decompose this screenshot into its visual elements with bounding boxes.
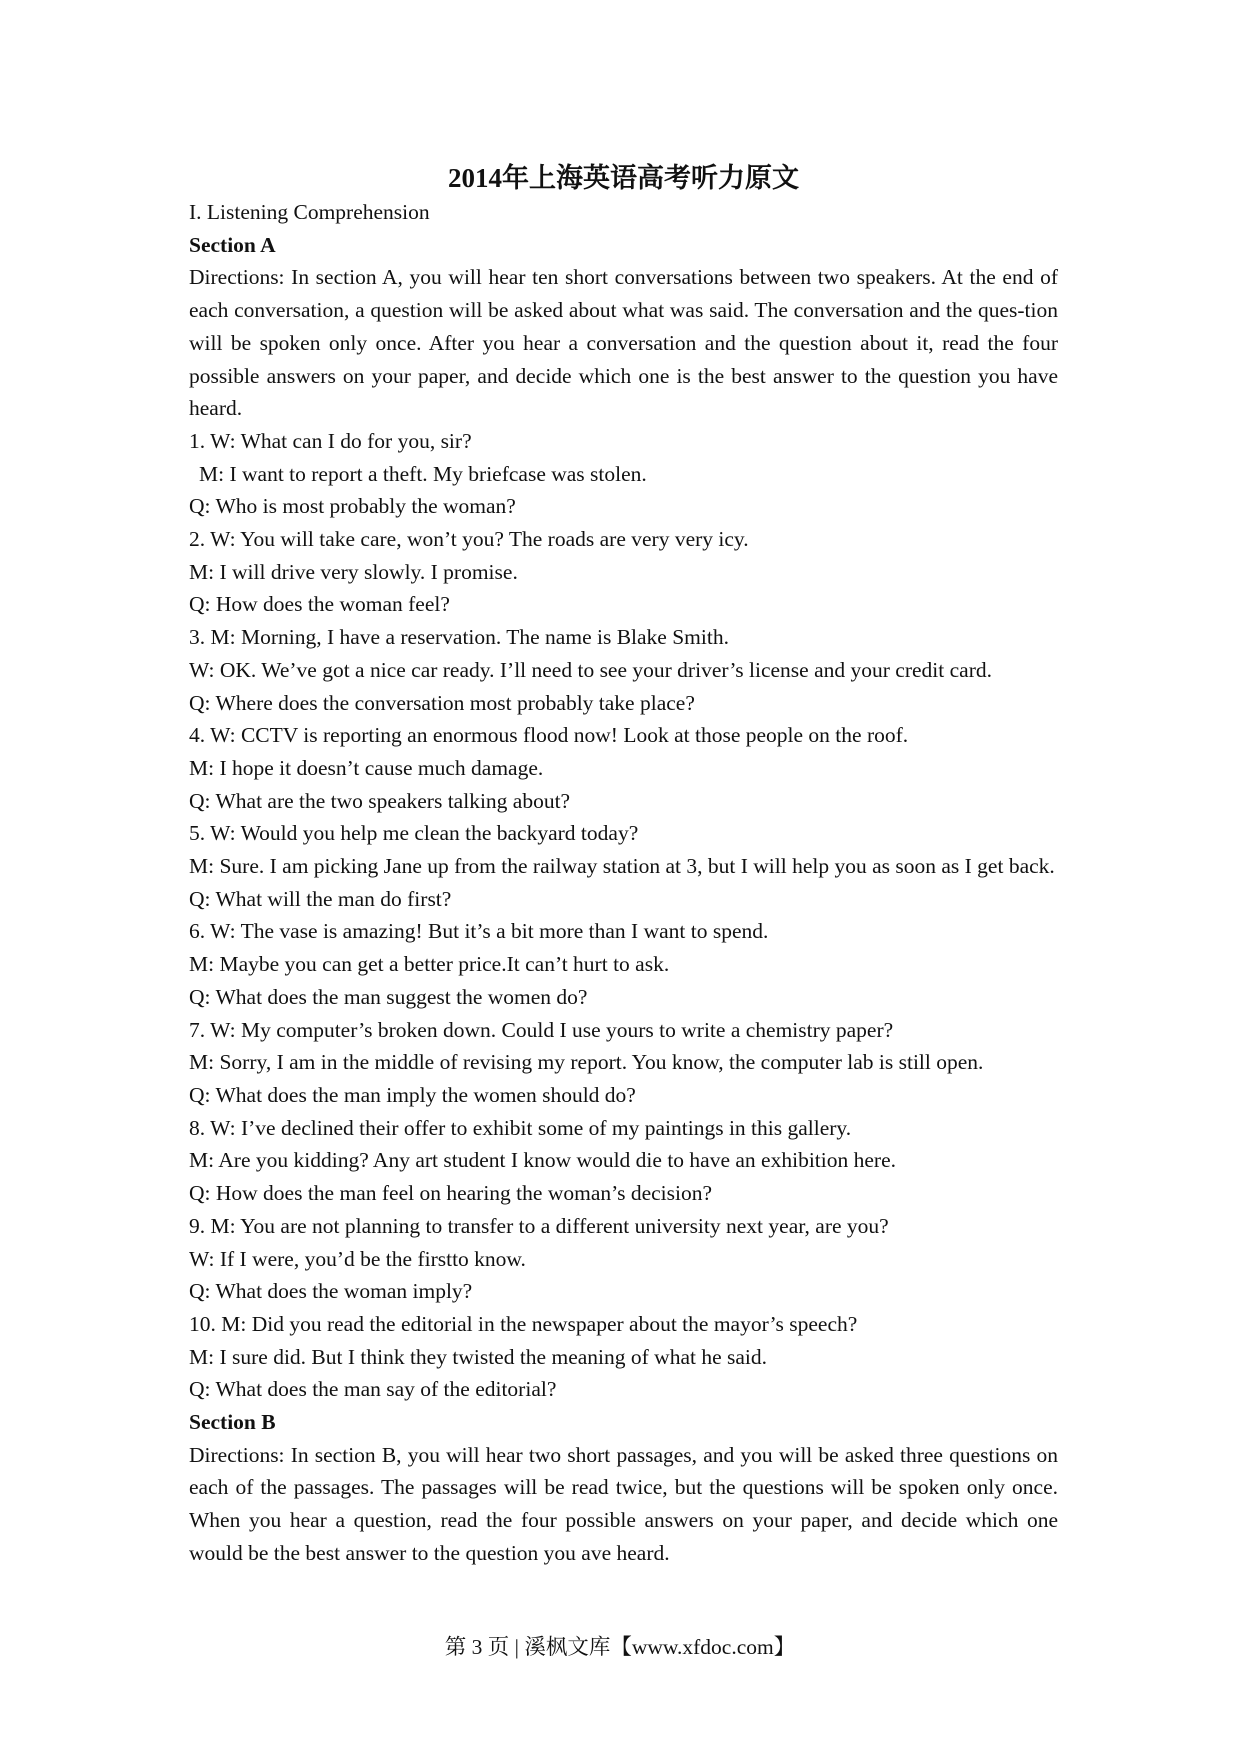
- section-b-directions: Directions: In section B, you will hear two short passages, and you will be asked three questions on each of the passages. The passages will be read twice, but the questions will be spoken only once. When you hear a question, read the four possible answers on your paper, and decide which one would be the best answer to the question you ave heard.: [189, 1442, 1058, 1565]
- transcript-line: M: Sure. I am picking Jane up from the railway station at 3, but I will help you as soon as I get back.: [189, 854, 1055, 879]
- transcript-line: Q: How does the man feel on hearing the woman’s decision?: [189, 1181, 713, 1206]
- part-heading: I. Listening Comprehension: [189, 200, 430, 224]
- transcript-line: 6. W: The vase is amazing! But it’s a bit more than I want to spend.: [189, 919, 769, 944]
- transcript-line: 10. M: Did you read the editorial in the newspaper about the mayor’s speech?: [189, 1311, 858, 1336]
- transcript-line: W: If I were, you’d be the firstto know.: [189, 1246, 526, 1271]
- transcript-line: 1. W: What can I do for you, sir?: [189, 428, 472, 453]
- page-footer: 第 3 页 | 溪枫文库【www.xfdoc.com】: [444, 1635, 796, 1659]
- section-b-heading: Section B: [189, 1410, 276, 1435]
- transcript-line: 2. W: You will take care, won’t you? The roads are very very icy.: [189, 527, 749, 552]
- section-a-heading: Section A: [189, 232, 276, 257]
- transcript-line: Q: What will the man do first?: [189, 886, 452, 911]
- section-a-directions: Directions: In section A, you will hear ten short conversations between two speakers. At the end of each conversation, a question will be asked about what was said. The conversation and the ques-tion will be spoken only once. After you hear a conversation and the question about it, read the four possible answers on your paper, and decide which one is the best answer to the question you have heard.: [189, 265, 1058, 421]
- document-page: [189, 160, 1058, 1570]
- transcript-line: Q: What does the man suggest the women do?: [189, 984, 588, 1009]
- transcript-line: Q: What does the woman imply?: [189, 1279, 473, 1304]
- transcript-line: 7. W: My computer’s broken down. Could I use yours to write a chemistry paper?: [189, 1017, 894, 1042]
- transcript-line: W: OK. We’ve got a nice car ready. I’ll need to see your driver’s license and your credit card.: [189, 657, 992, 682]
- transcript-line: 3. M: Morning, I have a reservation. The name is Blake Smith.: [189, 625, 729, 650]
- transcript-line: M: Sorry, I am in the middle of revising my report. You know, the computer lab is still open.: [189, 1050, 984, 1075]
- transcript-line: M: I will drive very slowly. I promise.: [189, 559, 518, 584]
- transcript-line: M: Maybe you can get a better price.It can’t hurt to ask.: [189, 952, 670, 977]
- transcript-line: 9. M: You are not planning to transfer to a different university next year, are you?: [189, 1213, 889, 1238]
- transcript-line: 8. W: I’ve declined their offer to exhibit some of my paintings in this gallery.: [189, 1115, 852, 1140]
- transcript-line: 4. W: CCTV is reporting an enormous flood now! Look at those people on the roof.: [189, 723, 909, 748]
- transcript-line: 5. W: Would you help me clean the backyard today?: [189, 821, 639, 846]
- transcript-line: Q: Where does the conversation most probably take place?: [189, 690, 695, 715]
- transcript-line: Q: What does the man say of the editorial?: [189, 1377, 557, 1402]
- transcript-line: M: I want to report a theft. My briefcase was stolen.: [199, 461, 647, 486]
- transcript-line: Q: What does the man imply the women should do?: [189, 1082, 636, 1107]
- transcript-line: M: I hope it doesn’t cause much damage.: [189, 755, 544, 780]
- transcript-line: M: I sure did. But I think they twisted the meaning of what he said.: [189, 1344, 768, 1369]
- document-title: 2014年上海英语高考听力原文: [448, 163, 799, 193]
- transcript-line: M: Are you kidding? Any art student I know would die to have an exhibition here.: [189, 1148, 896, 1173]
- transcript-line: Q: Who is most probably the woman?: [189, 494, 516, 519]
- transcript-line: Q: What are the two speakers talking about?: [189, 788, 571, 813]
- transcript-line: Q: How does the woman feel?: [189, 592, 450, 617]
